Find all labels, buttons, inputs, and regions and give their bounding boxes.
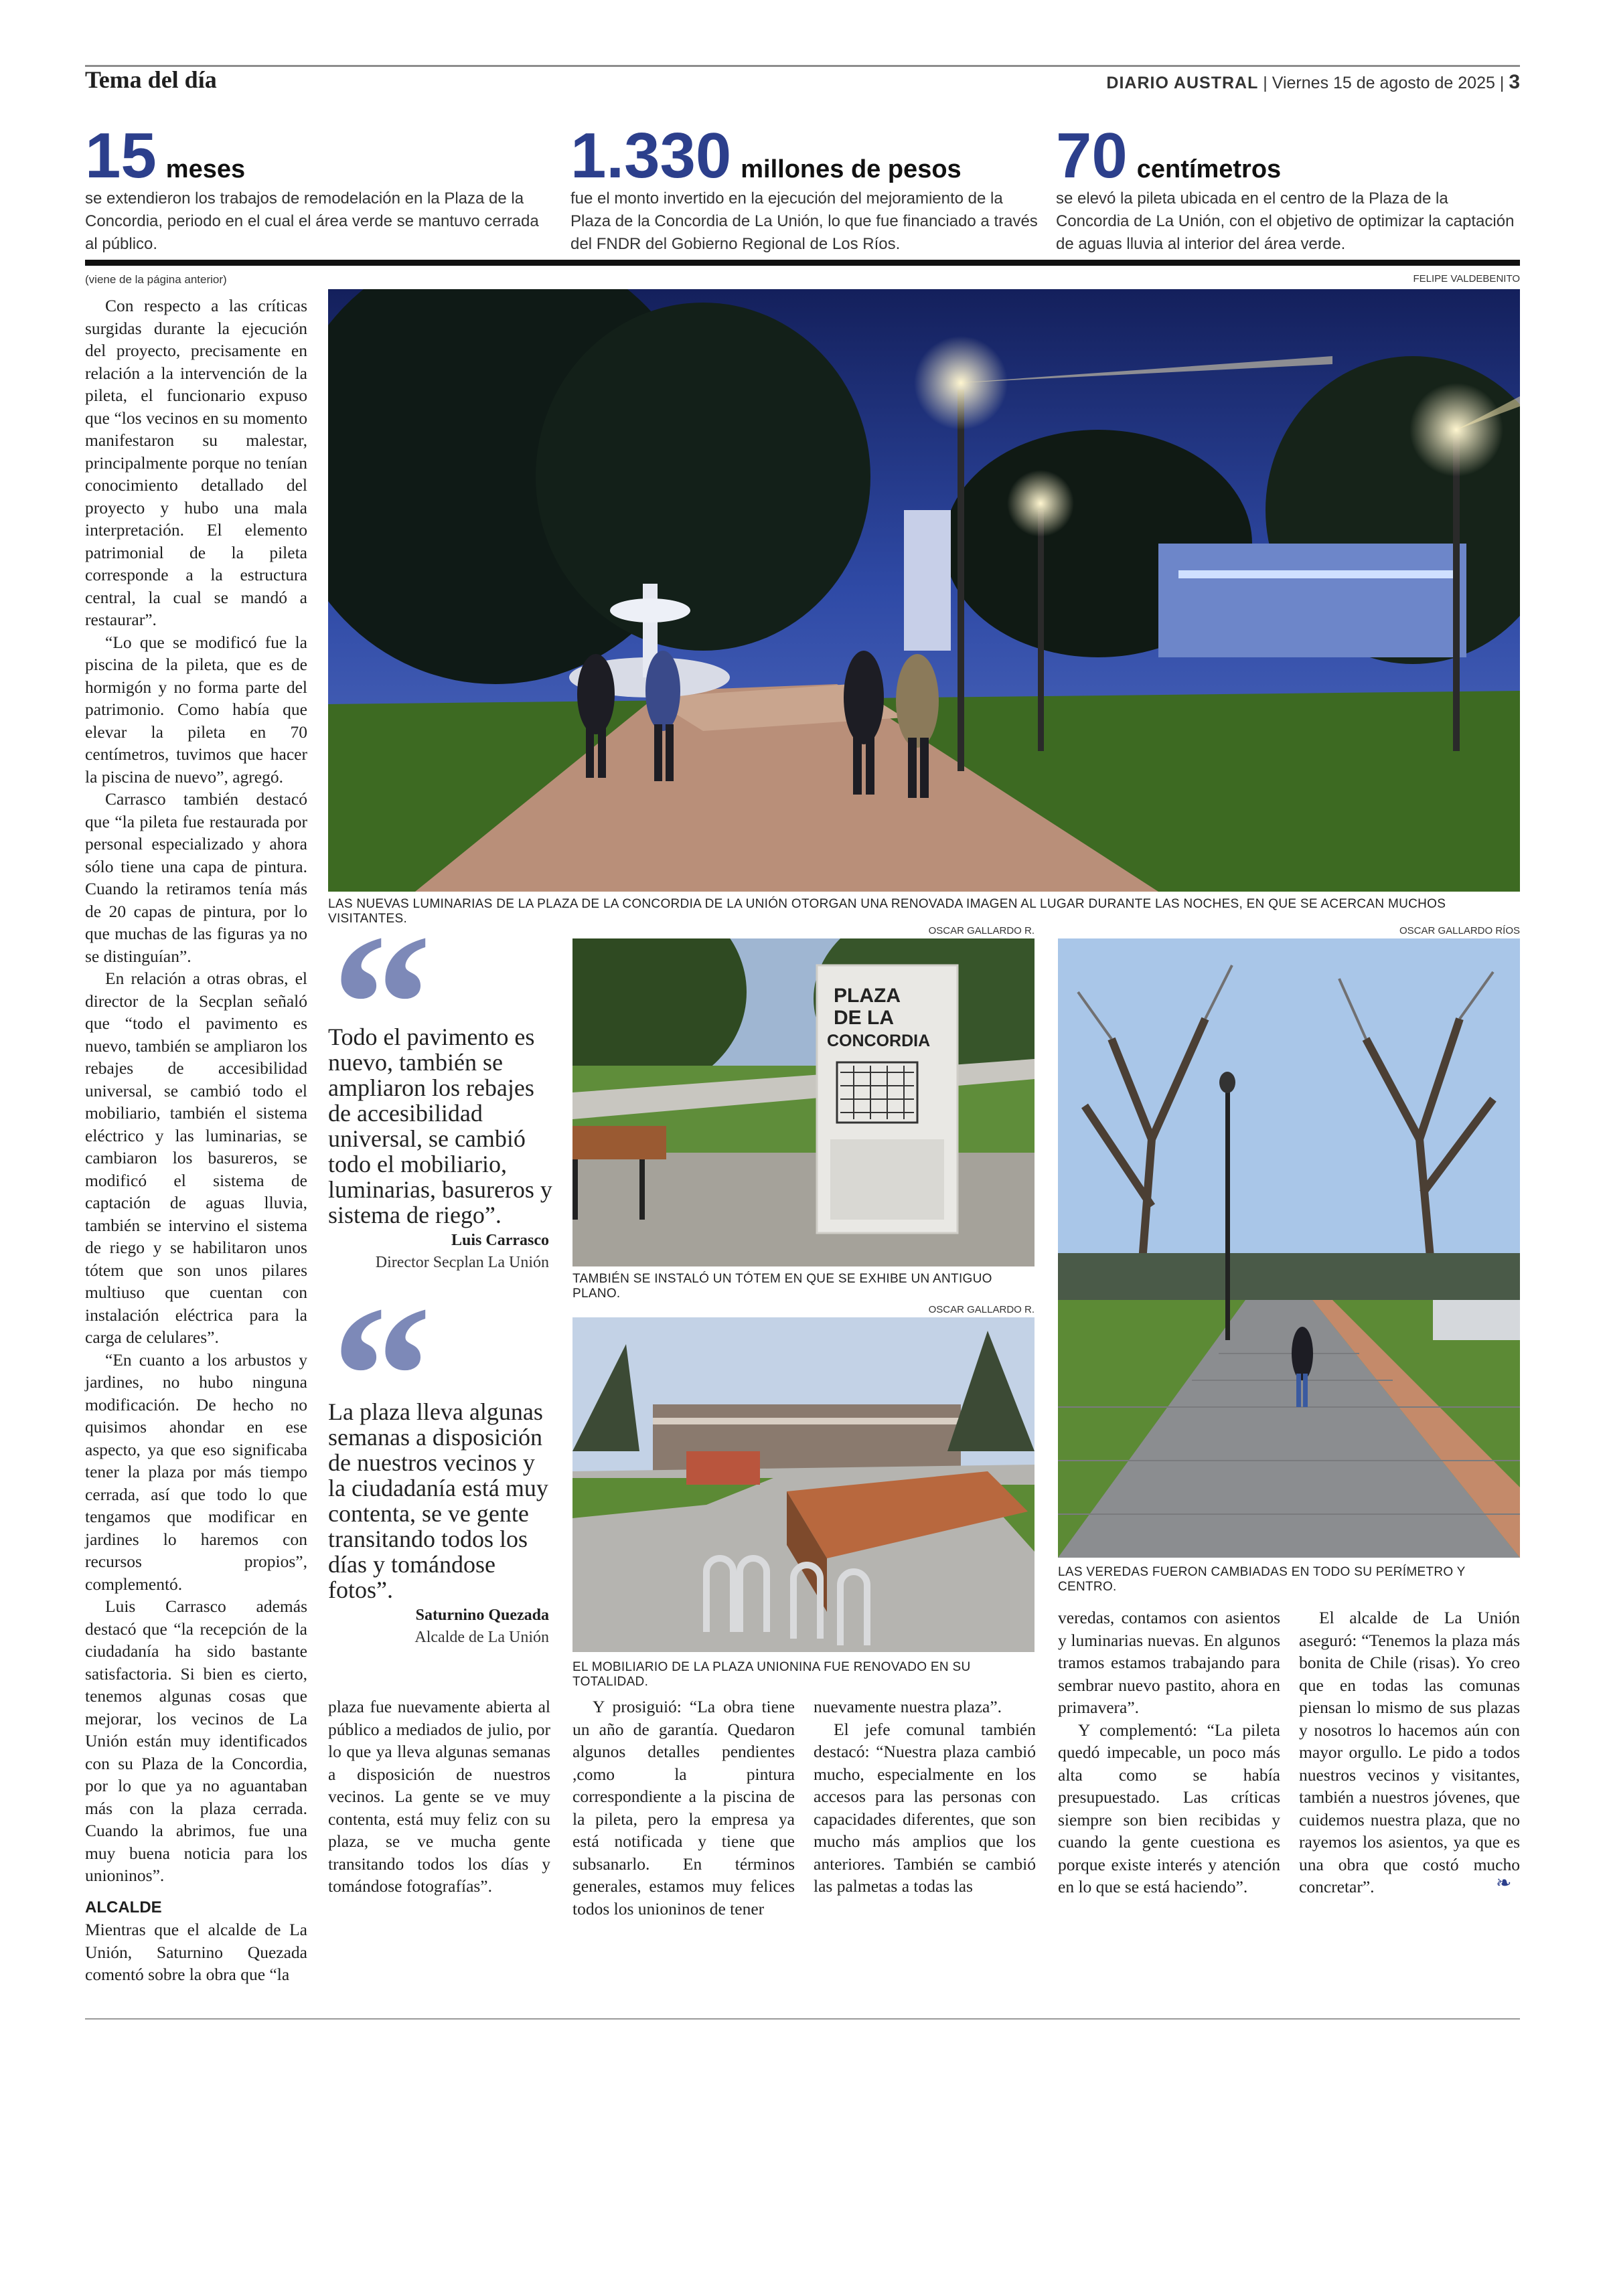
paragraph: Luis Carrasco además destacó que “la recepción de la ciudadanía ha sido bastante satisfactoria. Si bien es cierto, tenemos algunas cosas que mejorar, los vecinos de La Unión están muy identificados con su Plaza de la Concordia, por lo que ya no aguantaban más con la plaza cerrada. Cuando la abrimos, fue una muy buena noticia para los unioninos”. bbox=[85, 1596, 307, 1885]
end-of-article-icon: ❧ bbox=[1496, 1872, 1512, 1893]
header-rule bbox=[85, 65, 1520, 67]
stat-3 bbox=[1056, 120, 1525, 256]
photo-credit: FELIPE VALDEBENITO bbox=[1413, 273, 1520, 284]
paragraph: El alcalde de La Unión aseguró: “Tenemos la plaza más bonita de Chile (risas). Yo creo que en todas las comunas piensan lo mismo de sus plazas y nosotros lo hacemos aún con mayor orgullo. Le pido a todos nuestros vecinos y visitantes, también a nuestros jóvenes, que cuidemos nuestra plaza, que no rayemos los asientos, ya que es una obra que costó mucho concretar”. bbox=[1299, 1608, 1520, 1896]
sidewalk-image bbox=[1058, 938, 1520, 1558]
newspaper-name: DIARIO AUSTRAL bbox=[1106, 74, 1259, 92]
stat-1 bbox=[85, 120, 554, 256]
article-column-4 bbox=[814, 1696, 1036, 1898]
stat-2 bbox=[570, 120, 1039, 256]
article-column-1 bbox=[85, 295, 307, 1986]
stat-number: 15 bbox=[85, 120, 157, 191]
sidewalk-photo bbox=[1058, 938, 1520, 1558]
continued-note: (viene de la página anterior) bbox=[85, 273, 227, 286]
photo-credit: OSCAR GALLARDO RÍOS bbox=[1399, 925, 1520, 936]
main-photo bbox=[328, 289, 1520, 892]
benches-photo-caption: EL MOBILIARIO DE LA PLAZA UNIONINA FUE RENOVADO EN SU TOTALIDAD. bbox=[572, 1660, 971, 1689]
article-column-3 bbox=[572, 1696, 795, 1920]
photo-credit: OSCAR GALLARDO R. bbox=[928, 1304, 1035, 1315]
totem-sign-line-3: CONCORDIA bbox=[827, 1032, 931, 1050]
quote-author: Luis Carrasco bbox=[451, 1232, 549, 1249]
paragraph: “En cuanto a los arbustos y jardines, no hubo ninguna modificación. De hecho no quisimos ahondar en ese aspecto, ya que eso significaba tener la plaza por más tiempo cerrada, así que todo lo que tengamos que modificar en jardines lo haremos con recursos propios”, complementó. bbox=[85, 1349, 307, 1594]
paragraph: Con respecto a las críticas surgidas durante la ejecución del proyecto, precisamente en relación a la intervención de la pileta, el funcionario expuso que “los vecinos en su momento manifestaron su malestar, principalmente porque no tenían conocimiento detallado del proyecto y hubo una mala interpretación. El elemento patrimonial de la pileta corresponde a la estructura central, la cual se mandó a restaurar”. bbox=[85, 296, 307, 629]
benches-photo bbox=[572, 1317, 1035, 1652]
totem-photo-caption: TAMBIÉN SE INSTALÓ UN TÓTEM EN QUE SE EXHIBE UN ANTIGUO PLANO. bbox=[572, 1272, 992, 1301]
stat-unit: centímetros bbox=[1136, 155, 1282, 183]
quote-author-role: Director Secplan La Unión bbox=[375, 1254, 549, 1271]
sidewalk-photo-caption: LAS VEREDAS FUERON CAMBIADAS EN TODO SU PERÍMETRO Y CENTRO. bbox=[1058, 1565, 1466, 1594]
page-number: 3 bbox=[1509, 71, 1520, 93]
masthead: DIARIO AUSTRAL | Viernes 15 de agosto de 2025 | 3 bbox=[1106, 71, 1520, 93]
night-plaza-image bbox=[328, 289, 1520, 892]
photo-credit: OSCAR GALLARDO R. bbox=[928, 925, 1035, 936]
quote-mark bbox=[331, 1309, 465, 1402]
paragraph: Carrasco también destacó que “la pileta fue restaurada por personal especializado y ahora sólo tiene una capa de pintura. Cuando la retiramos tenía más de 20 capas de pintura, por lo que muchas de las figuras ya no se distinguían”. bbox=[85, 789, 307, 966]
issue-date: Viernes 15 de agosto de 2025 bbox=[1272, 74, 1495, 92]
paragraph: El jefe comunal también destacó: “Nuestra plaza cambió mucho, especialmente en los accesos para las personas con capacidades diferentes, que son mucho más amplios que los anteriores. También se cambió las palmetas a todas las bbox=[814, 1719, 1036, 1896]
paragraph: En relación a otras obras, el director de la Secplan señaló que “todo el pavimento es nuevo, también se ampliaron los rebajes de accesibilidad universal, se cambió todo el mobiliario, también el sistema eléctrico y las luminarias, se cambiaron los basureros, se modificó el sistema de captación de aguas lluvia, también se intervino el sistema de riego y se habilitaron unos tótem que son unos pilares multiuso que cuentan con instalación eléctrica para la carga de celulares”. bbox=[85, 969, 307, 1347]
totem-photo bbox=[572, 938, 1035, 1266]
stat-number: 1.330 bbox=[570, 120, 732, 191]
subheading: ALCALDE bbox=[85, 1898, 162, 1916]
article-column-6 bbox=[1299, 1607, 1520, 1898]
quote-text: Todo el pavimento es nuevo, también se ampliaron los rebajes de accesibilidad universal, se cambió todo el mobiliario, luminarias, basureros y sistema de riego”. bbox=[328, 1023, 552, 1228]
quote-text: La plaza lleva algunas semanas a disposición de nuestros vecinos y la ciudadanía está muy contenta, se ve gente transitando todos los días y tomándose fotos”. bbox=[328, 1398, 548, 1603]
stat-unit: millones de pesos bbox=[741, 155, 962, 183]
paragraph: Mientras que el alcalde de La Unión, Saturnino Quezada comentó sobre la obra que “la bbox=[85, 1920, 307, 1984]
section-title: Tema del día bbox=[85, 66, 217, 93]
article-column-5 bbox=[1058, 1607, 1280, 1898]
totem-image bbox=[572, 938, 1035, 1266]
paragraph: plaza fue nuevamente abierta al público a mediados de julio, por lo que ya lleva algunas semanas a disposición de nuestros vecinos. La gente se ve muy contenta, está muy feliz con su plaza, se ve mucha gente transitando todos los días y tomándose fotografías”. bbox=[328, 1697, 550, 1896]
totem-sign-line-1: PLAZA bbox=[834, 985, 901, 1007]
paragraph: “Lo que se modificó fue la piscina de la pileta, que es de hormigón y no forma parte del patrimonio. Como había que elevar la pileta en 70 centímetros, tuvimos que hacer la piscina de nuevo”, agregó. bbox=[85, 632, 307, 787]
paragraph: veredas, contamos con asientos y luminarias nuevas. En algunos tramos estamos trabajando para sembrar nuevo pastito, ahora en primavera”. bbox=[1058, 1608, 1280, 1717]
stat-number: 70 bbox=[1056, 120, 1128, 191]
stats-rule bbox=[85, 260, 1520, 266]
totem-sign-line-2: DE LA bbox=[834, 1007, 894, 1029]
main-photo-caption: LAS NUEVAS LUMINARIAS DE LA PLAZA DE LA CONCORDIA DE LA UNIÓN OTORGAN UNA RENOVADA IMAGEN AL LUGAR DURANTE LAS NOCHES, EN QUE SE ACERCAN MUCHOS VISITANTES. bbox=[328, 897, 1446, 926]
stat-unit: meses bbox=[165, 155, 246, 183]
footer-rule bbox=[85, 2018, 1520, 2020]
quote-author-role: Alcalde de La Unión bbox=[414, 1629, 549, 1646]
paragraph: nuevamente nuestra plaza”. bbox=[814, 1697, 1002, 1716]
quote-mark bbox=[331, 937, 465, 1031]
stat-text: se extendieron los trabajos de remodelación en la Plaza de la Concordia, periodo en el cual el área verde se mantuvo cerrada al público. bbox=[85, 189, 539, 253]
paragraph: Y prosiguió: “La obra tiene un año de garantía. Quedaron algunos detalles pendientes ,como la pintura correspondiente a la piscina de la pileta, pero la empresa ya está notificada y tiene que subsanarlo. En términos generales, estamos muy felices todos los unioninos de tener bbox=[572, 1697, 795, 1918]
stat-text: se elevó la pileta ubicada en el centro de la Plaza de la Concordia de La Unión, con el objetivo de optimizar la captación de aguas lluvia al interior del área verde. bbox=[1056, 189, 1515, 253]
paragraph: Y complementó: “La pileta quedó impecable, un poco más alta como se había presupuestado. Las críticas siempre son bien recibidas y cuando la gente cuestiona es porque existe interés y atención en lo que se está haciendo”. bbox=[1058, 1720, 1280, 1896]
benches-image bbox=[572, 1317, 1035, 1652]
quote-author: Saturnino Quezada bbox=[415, 1607, 549, 1624]
stat-text: fue el monto invertido en la ejecución del mejoramiento de la Plaza de la Concordia de La Unión, lo que fue financiado a través del FNDR del Gobierno Regional de Los Ríos. bbox=[570, 189, 1038, 253]
article-column-2 bbox=[328, 1696, 550, 1898]
